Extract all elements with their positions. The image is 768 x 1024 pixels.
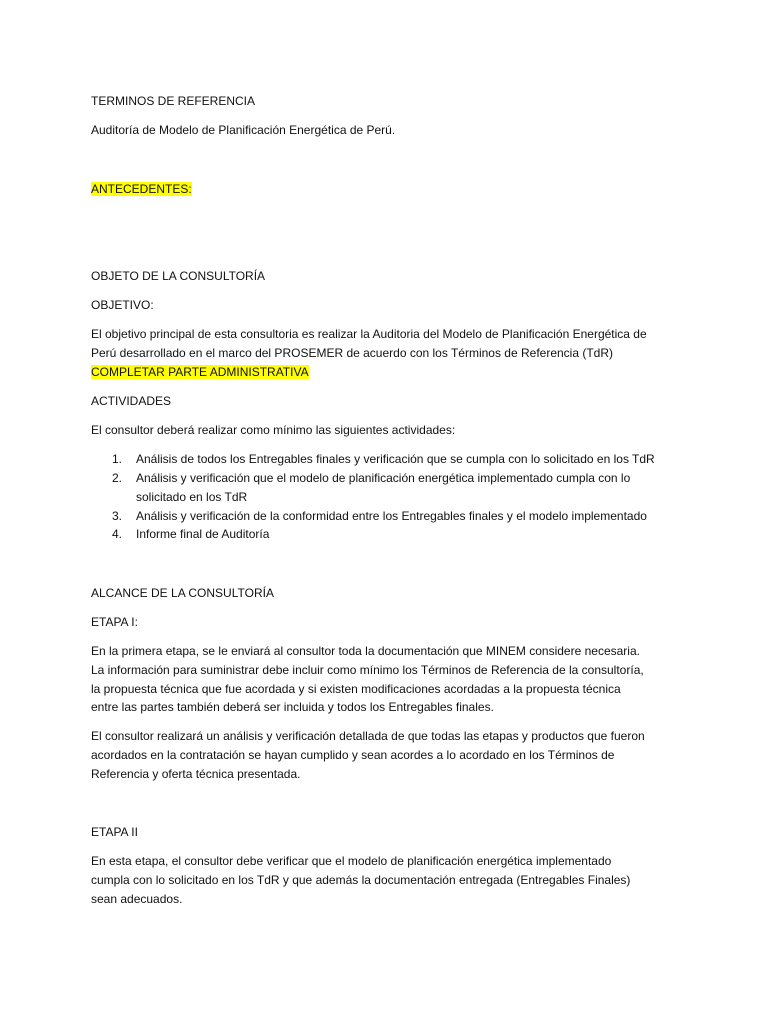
etapa1-p2-line: acordados en la contratación se hayan cumplido y sean acordes a lo acordado en los Términos de: [91, 748, 615, 762]
list-number: 4.: [112, 527, 123, 541]
actividades-heading: ACTIVIDADES: [91, 394, 172, 408]
etapa1-p1-line: la propuesta técnica que fue acordada y si existen modificaciones acordadas a la propuesta técnica: [91, 682, 621, 696]
etapa1-p1-line: En la primera etapa, se le enviará al consultor toda la documentación que MINEM considere necesaria.: [91, 644, 640, 658]
actividades-intro: El consultor deberá realizar como mínimo las siguientes actividades:: [91, 423, 456, 437]
etapa1-p1-line: La información para suministrar debe incluir como mínimo los Términos de Referencia de la consultoría,: [91, 663, 644, 677]
list-number: 3.: [112, 509, 123, 523]
objetivo-line-2: Perú desarrollado en el marco del PROSEMER de acuerdo con los Términos de Referencia (TdR): [91, 346, 614, 360]
list-number: 1.: [112, 452, 123, 466]
objeto-heading: OBJETO DE LA CONSULTORÍA: [91, 269, 266, 283]
list-number: 2.: [112, 471, 123, 485]
document-title: TERMINOS DE REFERENCIA: [91, 94, 256, 108]
highlight: ANTECEDENTES:: [91, 182, 192, 196]
document-subtitle: Auditoría de Modelo de Planificación Energética de Perú.: [91, 123, 396, 137]
antecedentes-heading: [91, 180, 192, 199]
objetivo-heading: OBJETIVO:: [91, 298, 154, 312]
list-item: [112, 525, 269, 544]
etapa1-p2-line: El consultor realizará un análisis y verificación detallada de que todas las etapas y productos que fueron: [91, 729, 645, 743]
etapa2-p1-line: sean adecuados.: [91, 892, 183, 906]
list-text: Análisis y verificación que el modelo de planificación energética implementado cumpla con lo: [136, 471, 631, 485]
list-text: Análisis y verificación de la conformidad entre los Entregables finales y el modelo implementado: [136, 509, 647, 523]
list-item: [112, 507, 647, 526]
etapa1-heading: ETAPA I:: [91, 615, 138, 629]
list-item: [112, 469, 630, 488]
etapa1-p1-line: entre las partes también deberá ser incluida y todos los Entregables finales.: [91, 700, 494, 714]
alcance-heading: ALCANCE DE LA CONSULTORÍA: [91, 586, 274, 600]
completar-note: [91, 363, 309, 382]
list-item: [112, 450, 655, 469]
etapa1-p2-line: Referencia y oferta técnica presentada.: [91, 767, 301, 781]
objetivo-line-1: El objetivo principal de esta consultoria es realizar la Auditoria del Modelo de Planificación Energética de: [91, 327, 647, 341]
list-text: solicitado en los TdR: [136, 490, 248, 504]
etapa2-heading: ETAPA II: [91, 825, 138, 839]
list-text: Informe final de Auditoría: [136, 527, 270, 541]
etapa2-p1-line: En esta etapa, el consultor debe verificar que el modelo de planificación energética implementado: [91, 854, 612, 868]
highlight: COMPLETAR PARTE ADMINISTRATIVA: [91, 365, 309, 379]
list-text: Análisis de todos los Entregables finales y verificación que se cumpla con lo solicitado en los TdR: [136, 452, 655, 466]
list-item-continuation: [112, 488, 247, 507]
etapa2-p1-line: cumpla con lo solicitado en los TdR y que además la documentación entregada (Entregables Finales): [91, 873, 631, 887]
